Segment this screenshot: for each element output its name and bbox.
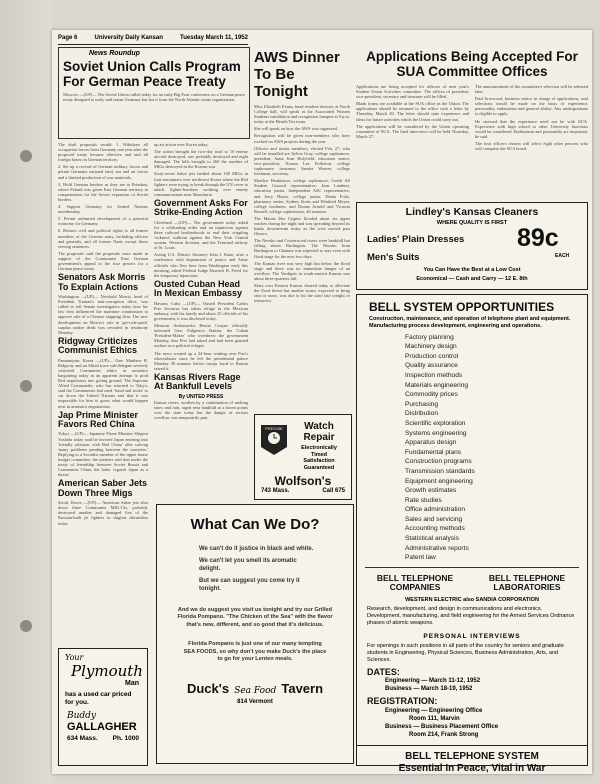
plymouth-man: Man	[125, 680, 139, 687]
bell-registration: Room 214, Frank Strong	[409, 731, 479, 738]
plymouth-ad	[58, 648, 148, 766]
plymouth-name: Plymouth	[71, 662, 143, 680]
morris-body: Washington —(UP)— Newbold Morris, head of President Truman's anti-corruption drive, was called to tell Senate investigators today how his law firm influenced the maritime commission to approve sale of a Chinese shipping firm. The new development on Morris's role in 'get-rich-quick' surplus tanker deals was revealed in testimony Monday.	[58, 294, 148, 335]
yoshida-headline: Jap Prime Minister Favors Red China	[58, 409, 139, 430]
cuban-para: Havana, Cuba —(UP)— Ousted President Carlos Prio Socarras has taken refuge in the Mexican embassy with his family and about 25 officials of his government, it was disclosed today.	[154, 300, 248, 321]
roundup-para: 5. Permit unlimited development of a peaceful economy for Germany.	[58, 216, 148, 227]
bell-opportunity-item: Transmission standards	[405, 467, 475, 475]
middle-column	[154, 142, 248, 510]
kansas-river-body: Kansas rivers, swollen by a combination of melting snow and rain, raged near bankfull at a dozen points over the state today but the danger of serious overflow was temporarily past.	[154, 399, 248, 421]
roundup-lead: Moscow —(UP)— The Soviet Union called today for an early Big Four conference on a German peace treaty designed to unify and rearm Germany but bar it from the North Atlantic treaty organization.	[63, 92, 245, 103]
lindley-price: 89c	[517, 224, 559, 252]
sua-headline: Applications Being Accepted For SUA Committee Offices	[366, 49, 578, 79]
ducks-line: We can't do it justice in black and white.	[199, 545, 314, 552]
aws-para: Miss Elizabeth Evans, head resident director at North College hall, will speak at the Associated Women Students installation and recognition banquet at 6 p.m. today at the Hearth Tea room.	[254, 104, 350, 125]
watch-seal-icon	[259, 423, 289, 457]
sua-para: Applications are being accepted for officers of next year's Student Union Activities committee. The offices of president, vice-president, secretary and treasurer will be filled.	[356, 84, 469, 100]
roundup-para: 3. Hold German borders as they are at Potsdam, where Poland was given East German territory in compensation for the Soviet expansion of Soviet borders.	[58, 181, 148, 202]
bell-subtitle: Construction, maintenance, and operation of telephone plant and equipment. Manufacturing process development, engineering and operations.	[369, 315, 571, 329]
wolfson-ad	[254, 414, 352, 500]
bell-opportunity-item: Fundamental plans	[405, 448, 462, 456]
morris-headline: Senators Ask Morris To Explain Actions	[58, 272, 146, 292]
bell-opportunity-list	[405, 333, 587, 563]
bell-labs: BELL TELEPHONE LABORATORIES	[488, 572, 566, 592]
bell-opportunity-item: Scientific exploration	[405, 419, 466, 427]
bell-opportunity-item: Equipment engineering	[405, 477, 473, 485]
bell-opportunity-item: Distribution	[405, 410, 438, 418]
bell-opportunity-item: Materials engineering	[405, 381, 469, 389]
bell-footer1: BELL TELEPHONE SYSTEM	[405, 750, 539, 762]
strike-headline: Government Asks For Strike-Ending Action	[154, 197, 248, 218]
bell-western: WESTERN ELECTRIC also SANDIA CORPORATION	[405, 596, 539, 603]
wolfson-line: Guaranteed	[303, 464, 335, 471]
bell-interviews-heading: PERSONAL INTERVIEWS	[423, 632, 521, 640]
lindley-each: EACH	[555, 253, 570, 259]
sabre-body: Seoul, Korea —(UP)— American Sabre jets shot down three Communist MIG-15s, probably destroyed another and damaged five of the Russian-built jet fighters in slugfest skirmishes today.	[58, 500, 148, 526]
left-column	[58, 142, 148, 642]
bell-opportunity-item: Purchasing	[405, 400, 438, 408]
bell-opportunity-item: Construction programs	[405, 458, 472, 466]
wolfson-address: 743 Mass.	[261, 488, 290, 494]
sabre-headline: American Saber Jets Down Three Migs	[58, 478, 148, 498]
ducks-question: What Can We Do?	[190, 516, 320, 533]
aws-headline: AWS Dinner To Be Tonight	[254, 49, 340, 100]
bell-opportunity-item: Machinery design	[405, 343, 457, 351]
sua-article	[356, 47, 588, 195]
lindley-tag: WHERE QUALITY IS FIRST	[436, 220, 508, 227]
korea-para: up air action over Korea today.	[154, 142, 209, 147]
kansas-river-headline: Kansas Rivers Rage At Bankfull Levels	[154, 371, 241, 392]
kansas-river-byline: By UNITED PRESS	[178, 393, 224, 400]
flood-para: The Kansas river was very high but below the flood stage and there was no immediate danger of an overflow. The Verdigris in south-eastern Kansas was about three-quarters full.	[254, 260, 350, 281]
bell-opportunity-item: Inspection methods	[405, 371, 463, 379]
bell-opportunity-item: Factory planning	[405, 333, 454, 341]
strike-para: Acting U.S. District Attorney John J. Kane, after a conference with department of justice and Army officials who flew here from Washington early this morning, asked Federal Judge Emerich B. Freed for the temporary injunction.	[154, 252, 248, 278]
bell-opportunity-item: Sales and servicing	[405, 515, 463, 523]
plymouth-address: 634 Mass.	[67, 735, 98, 742]
wolfson-line: Satisfaction	[303, 458, 335, 464]
ducks-name-c: Tavern	[281, 680, 324, 696]
bell-opportunity-item: Accounting methods	[405, 525, 465, 533]
plymouth-your: Your	[65, 653, 84, 662]
cuban-headline: Ousted Cuban Head In Mexican Embassy	[154, 278, 243, 299]
lindley-item1: Ladies' Plain Dresses	[367, 234, 465, 245]
roundup-para: 4. Support Germany for United Nations membership.	[58, 204, 148, 215]
ducks-address: 814 Vermont	[237, 698, 273, 705]
bell-registration: Room 111, Marvin	[409, 715, 460, 722]
lindley-item2: Men's Suits	[367, 252, 420, 263]
sua-para: The applications will be considered by the Union operating committee of SUA. The final interviews will be held Thursday, March 27.	[356, 123, 469, 139]
bell-opportunity-item: Growth estimates	[405, 487, 457, 495]
bell-registration-heading: REGISTRATION:	[367, 696, 438, 707]
roundup-box	[58, 47, 250, 139]
binder-strip	[0, 0, 52, 784]
bell-title: BELL SYSTEM OPPORTUNITIES	[369, 300, 555, 314]
bell-opportunity-item: Production control	[405, 352, 459, 360]
bell-para: Research, development, and design in communications and electronics. Development, manufacturing, and field engineering for the Armed Services Ordnance phases of atomic weapons.	[367, 605, 575, 626]
flood-para: The Neosho and Cottonwood rivers were bankfull but falling above Burlington. The Neosho from Burlington to Chanute was expected to stay even with flood stage for the next two days.	[254, 238, 350, 259]
yoshida-body: Tokyo —(UP)— Japanese Prime Minister Shigeru Yoshida today said he favored Japan entering into 'friendly relations with Red China' after solving 'many problems pending between the countries.' Replying to a Socialist member of the upper house budget committee, the premier said that under the treaty of friendship between Soviet Russia and Communist China, the latter 'regards Japan as a threat.'	[58, 431, 148, 478]
ducks-name-b: Sea Food	[234, 685, 277, 696]
masthead	[58, 35, 248, 41]
strike-para: Cleveland —(UP)— The government today asked for a wildcatting order and an injunction against three railroad brotherhoods to end their crippling 'sickness' walkout against the New York Central system, Western division, and the Terminal railway of St. Louis.	[154, 219, 248, 251]
bell-footer2: Essential In Peace, Vital in War	[398, 763, 546, 775]
sua-para: The four officers chosen will select eight other persons who will comprise the SUA board.	[475, 140, 588, 152]
roundup-para: 6. Restore civil and political rights to all former members of the German army, including officers and generals, and all former Nazis except those serving sentences.	[58, 228, 148, 249]
ducks-para1: And we do suggest you visit us tonight and try our Grilled Florida Pompano. "The Chicken of the Sea" with the flavor that's new, different, and so good that it's delicious.	[177, 606, 333, 628]
aws-para: She will speak on how the AWS was organized.	[254, 126, 338, 132]
binder-hole	[20, 150, 32, 162]
issue-date: Tuesday March 11, 1952	[180, 35, 248, 41]
binder-hole	[20, 380, 32, 392]
bell-registration: Business — Business Placement Office	[385, 723, 499, 730]
sua-para: Blank forms are available at the SUA office in the Union. The applications should be returned to the office with a letter by Thursday, March 20. The letter should state experience and ideas for future activities which the Union could carry out.	[356, 101, 469, 122]
bell-opportunity-item: Patent law	[405, 554, 436, 562]
cuban-para: Mexican Ambassador Benito Coquet officially informed Gen. Fulgencio Batista, the Cuban 'President-Maker' who overthrew the government Monday, that Prio had asked and had been granted asylum as a political refugee.	[154, 323, 248, 349]
bell-companies: BELL TELEPHONE COMPANIES	[376, 572, 454, 592]
bell-registration: Engineering — Engineering Office	[385, 707, 483, 714]
bell-opportunity-item: Rate studies	[405, 496, 442, 504]
bell-opportunity-item: Quality assurance	[405, 362, 458, 370]
sua-para: Paul Arrowood, business senior in charge of applications, said selections would be made on the basis of experience, personality, enthusiasm and general ability. Any undergraduate is eligible to apply.	[475, 96, 588, 117]
ducks-ad	[156, 504, 354, 764]
aws-para: Recognition will be given non-members who have worked on AWS projects during the year.	[254, 133, 350, 144]
lindley-save: You Can Have the Best at a Low Cost	[423, 267, 521, 273]
roundup-para: 2. Set up a revival of German military forces and permit Germany national land, sea and air forces and a limited production of war materials.	[58, 164, 148, 180]
bell-interviews: For openings in such positions in all parts of the country for seniors and graduate students in Engineering, Physical Sciences, Business Administration, Arts, and Sciences.	[367, 642, 564, 663]
roundup-para: The proposals said the proposals were made in support of the Communist East German government's appeal to the four powers for a German peace treaty.	[58, 250, 148, 272]
wolfson-line: Electronically	[301, 445, 337, 451]
plymouth-phone: Ph. 1000	[112, 735, 139, 742]
paper-name: University Daily Kansan	[94, 35, 163, 41]
plymouth-dealer: GALLAGHER	[67, 721, 137, 733]
newspaper-page	[52, 30, 592, 774]
bell-date: Engineering — March 11-12, 1952	[385, 678, 481, 685]
flood-para: Skies over Eastern Kansas cleared today to alleviate the flood threat but another storm, expected to bring rain or snow, was due to hit the state late tonight or tomorrow.	[254, 283, 350, 304]
page-number: Page 6	[58, 35, 78, 41]
bell-opportunity-item: Commodity prices	[405, 391, 458, 399]
flood-para: The Marais Des Cygnes flooded about six upper reaches during the night and was spreading beyond its banks downstream today as the crest moved past Ottawa.	[254, 215, 350, 237]
ridgway-body: Panmunjom, Korea —(UP)— Gen. Matthew B. Ridgway and an Allied truce sub-delegate severely criticized Communist ethics in armistice bargaining today in an apparent attempt to prod Red negotiators into giving ground. The Supreme Allied Commander, who has returned to Tokyo, said the Communists had used 'fraud and tricks' to cut down the United Nations and that it was impossible for him to guess what would happen next in armistice negotiations.	[58, 357, 148, 409]
bell-ad	[356, 294, 588, 775]
ducks-line: But we can suggest you come try it tonight.	[199, 577, 300, 592]
sua-para: The announcement of the committee's selection will be released later.	[475, 84, 588, 95]
aws-para: Officers and senior members, elected Feb. 27, who will be installed are Sylvia Gray, college sophomore, president; Anna Jean Holyfield, education senior, vice-president; Norma Lea Fullerton, college sophomore, treasurer; Sandra Weaver, college freshman, secretary.	[254, 145, 350, 177]
sua-para: He stressed that the experience need not be with SUA. Experience with high school or other University functions would be considered. Enthusiasm and personality are important, he said.	[475, 118, 588, 139]
bell-dates-heading: DATES:	[367, 666, 400, 677]
bell-opportunity-item: Administrative reports	[405, 544, 469, 552]
cuban-para: The news created up a 24-hour waiting over Prio's whereabouts since he left the presidential palace Monday 30 minutes before troops loyal to Batista seized it.	[154, 350, 248, 371]
wolfson-phone: Call 675	[322, 488, 345, 494]
aws-para: Marilyn Henkinson, college sophomore, Greek All Student Council representative; Jean Lambert, education junior, Independent ASC representative, and Jerry Hayes, college junior, Diana Foltz, pharmacy senior, Sydney Stotts and Winifred Meyer, college freshmen, and Donna Arnold and Victoria Russell, college sophomores, all senators.	[254, 178, 350, 214]
ridgway-headline: Ridgway Criticizes Communist Ethics	[58, 335, 138, 356]
ducks-para2: Florida Pompano is just one of our many tempting SEA FOODS, so why don't you make Duck's the place to go for your Lenten meals.	[183, 641, 327, 663]
ducks-name-a: Duck's	[186, 680, 230, 696]
bell-opportunity-item: Apparatus design	[405, 439, 457, 447]
lindley-econ: Economical — Cash and Carry — 12 E. 8th	[416, 276, 528, 282]
bell-date: Business — March 18-19, 1952	[385, 686, 473, 693]
watch-seal-text: PRECISE	[265, 426, 283, 431]
roundup-label: News Roundup	[89, 50, 140, 57]
korea-para: The action brought the two-day total to 10 enemy aircraft destroyed, one probably destroyed and eight damaged. The kills brought to 260 the number of MIGs destroyed in the Korean war.	[154, 149, 248, 170]
ducks-line: We can't let you smell its aromatic delight.	[199, 557, 297, 572]
wolfson-name: Wolfson's	[274, 474, 332, 488]
bell-opportunity-item: Statistical analysis	[405, 535, 459, 543]
wolfson-title: Watch Repair	[303, 421, 335, 443]
plymouth-tag: has a used car priced for you.	[65, 691, 132, 706]
bell-opportunity-item: Systems engineering	[405, 429, 467, 437]
wolfson-line: Timed	[310, 451, 328, 458]
roundup-para: The draft proposals would: 1. Withdraw all occupation forces from Germany one year after the proposed treaty became effective and end all foreign bases on German territory.	[58, 142, 148, 163]
plymouth-salesman: Buddy	[67, 711, 97, 721]
roundup-headline: Soviet Union Calls Program For German Peace Treaty	[63, 59, 241, 89]
korea-para: Sixty-seven Sabre jets battled about 160 MIGs in four encounters over northwest Korea where the Red fighters were trying to break through the UN cover to attack fighter-bombers working over enemy communications near Manchuria.	[154, 171, 249, 197]
lindley-title: Lindley's Kansas Cleaners	[405, 206, 539, 218]
bell-opportunity-item: Office administration	[405, 506, 465, 514]
binder-hole	[20, 620, 32, 632]
lindley-ad	[356, 202, 588, 290]
